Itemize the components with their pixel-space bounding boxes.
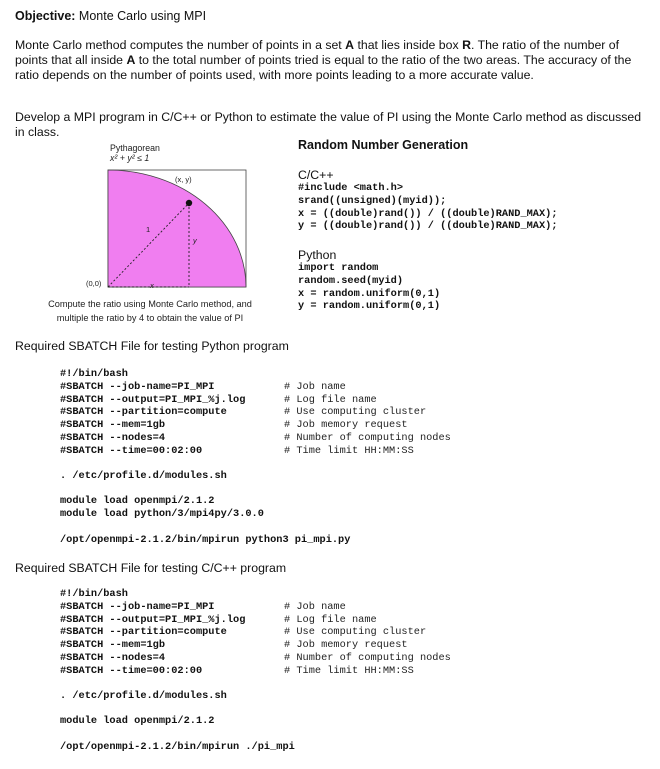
python-language-label: Python bbox=[298, 248, 337, 262]
sbatch-directive: #SBATCH --output=PI_MPI_%j.log bbox=[60, 613, 246, 626]
sbatch-comment: # Number of computing nodes bbox=[284, 651, 451, 664]
figure-formula: x² + y² ≤ 1 bbox=[110, 153, 150, 163]
python-run-line: /opt/openmpi-2.1.2/bin/mpirun python3 pi_mpi.py bbox=[60, 534, 351, 546]
c-sbatch-heading: Required SBATCH File for testing C/C++ program bbox=[15, 561, 287, 575]
sbatch-comment: # Time limit HH:MM:SS bbox=[284, 444, 414, 457]
sbatch-directive: #SBATCH --partition=compute bbox=[60, 406, 227, 419]
module-load-line: module load python/3/mpi4py/3.0.0 bbox=[60, 507, 264, 520]
sample-point bbox=[186, 200, 192, 206]
x-label: x bbox=[150, 281, 154, 290]
source-modules-line: . /etc/profile.d/modules.sh bbox=[60, 690, 227, 702]
sbatch-comment: # Log file name bbox=[284, 393, 377, 406]
python-code-block bbox=[298, 262, 440, 313]
c-code-block bbox=[298, 182, 558, 233]
intro-paragraph bbox=[15, 38, 647, 83]
sbatch-directive: #SBATCH --time=00:02:00 bbox=[60, 664, 203, 677]
sbatch-directive: #SBATCH --partition=compute bbox=[60, 626, 227, 639]
sbatch-comment: # Use computing cluster bbox=[284, 626, 427, 639]
sbatch-comment: # Log file name bbox=[284, 613, 377, 626]
task-paragraph: Develop a MPI program in C/C++ or Python to estimate the value of PI using the Monte Carlo method as discussed in class. bbox=[15, 110, 642, 139]
shebang-line: #!/bin/bash bbox=[60, 588, 128, 600]
code-line: y = ((double)rand()) / ((double)RAND_MAX); bbox=[298, 220, 558, 233]
intro-text-4: to the total number of points tried is equal to the ratio of the two areas. The accuracy of the ratio depends on the number of points used, with more points leading to a more accurate value. bbox=[15, 53, 632, 82]
c-sbatch-script bbox=[60, 588, 245, 678]
intro-text-1: Monte Carlo method computes the number of points in a set bbox=[15, 38, 346, 52]
y-label: y bbox=[193, 236, 197, 245]
module-load-line: module load openmpi/2.1.2 bbox=[60, 495, 215, 507]
caption-line-1: Compute the ratio using Monte Carlo method, and bbox=[48, 299, 252, 309]
c-language-label: C/C++ bbox=[298, 168, 334, 182]
python-module-lines bbox=[60, 495, 264, 521]
code-line: x = ((double)rand()) / ((double)RAND_MAX); bbox=[298, 207, 558, 220]
module-load-line: module load openmpi/2.1.2 bbox=[60, 715, 215, 727]
code-line: import random bbox=[298, 262, 379, 274]
caption-line-2: multiple the ratio by 4 to obtain the value of PI bbox=[56, 313, 244, 323]
sbatch-directive: #SBATCH --time=00:02:00 bbox=[60, 444, 203, 457]
python-sbatch-comments bbox=[284, 381, 451, 458]
sbatch-directive: #SBATCH --nodes=4 bbox=[60, 651, 166, 664]
sbatch-comment: # Number of computing nodes bbox=[284, 431, 451, 444]
python-sbatch-script bbox=[60, 368, 245, 458]
sbatch-directive: #SBATCH --job-name=PI_MPI bbox=[60, 600, 215, 613]
sbatch-directive: #SBATCH --output=PI_MPI_%j.log bbox=[60, 393, 246, 406]
origin-label: (0,0) bbox=[86, 279, 102, 288]
intro-text-3: . The ratio of the number of points that all inside bbox=[15, 38, 620, 67]
rng-title: Random Number Generation bbox=[298, 138, 469, 152]
sbatch-comment: # Job name bbox=[284, 600, 346, 613]
sbatch-comment: # Job memory request bbox=[284, 639, 408, 652]
sbatch-directive: #SBATCH --mem=1gb bbox=[60, 639, 166, 652]
sbatch-directive: #SBATCH --nodes=4 bbox=[60, 431, 166, 444]
code-line: x = random.uniform(0,1) bbox=[298, 287, 441, 300]
objective-heading bbox=[15, 9, 206, 23]
code-line: random.seed(myid) bbox=[298, 274, 404, 287]
figure-caption bbox=[20, 297, 280, 325]
code-line: #include <math.h> bbox=[298, 182, 404, 194]
objective-label: Objective: bbox=[15, 9, 76, 23]
c-run-line: /opt/openmpi-2.1.2/bin/mpirun ./pi_mpi bbox=[60, 741, 295, 753]
point-label: (x, y) bbox=[175, 175, 192, 184]
box-r-label: R bbox=[462, 38, 471, 52]
radius-label: 1 bbox=[146, 225, 151, 234]
objective-text: Monte Carlo using MPI bbox=[75, 9, 207, 23]
set-a-label-2: A bbox=[126, 53, 136, 67]
sbatch-comment: # Time limit HH:MM:SS bbox=[284, 664, 414, 677]
code-line: srand((unsigned)(myid)); bbox=[298, 194, 447, 207]
shebang-line: #!/bin/bash bbox=[60, 368, 128, 380]
quarter-circle-figure bbox=[95, 165, 255, 295]
python-sbatch-heading: Required SBATCH File for testing Python program bbox=[15, 339, 289, 353]
source-modules-line: . /etc/profile.d/modules.sh bbox=[60, 470, 227, 482]
figure-title: Pythagorean bbox=[110, 143, 160, 153]
sbatch-comment: # Job memory request bbox=[284, 419, 408, 432]
sbatch-comment: # Job name bbox=[284, 380, 346, 393]
sbatch-directive: #SBATCH --job-name=PI_MPI bbox=[60, 380, 215, 393]
sbatch-comment: # Use computing cluster bbox=[284, 406, 427, 419]
c-sbatch-comments bbox=[284, 601, 451, 678]
sbatch-directive: #SBATCH --mem=1gb bbox=[60, 419, 166, 432]
code-line: y = random.uniform(0,1) bbox=[298, 300, 441, 313]
intro-text-2: that lies inside box bbox=[354, 38, 463, 52]
set-a-label: A bbox=[345, 38, 355, 52]
